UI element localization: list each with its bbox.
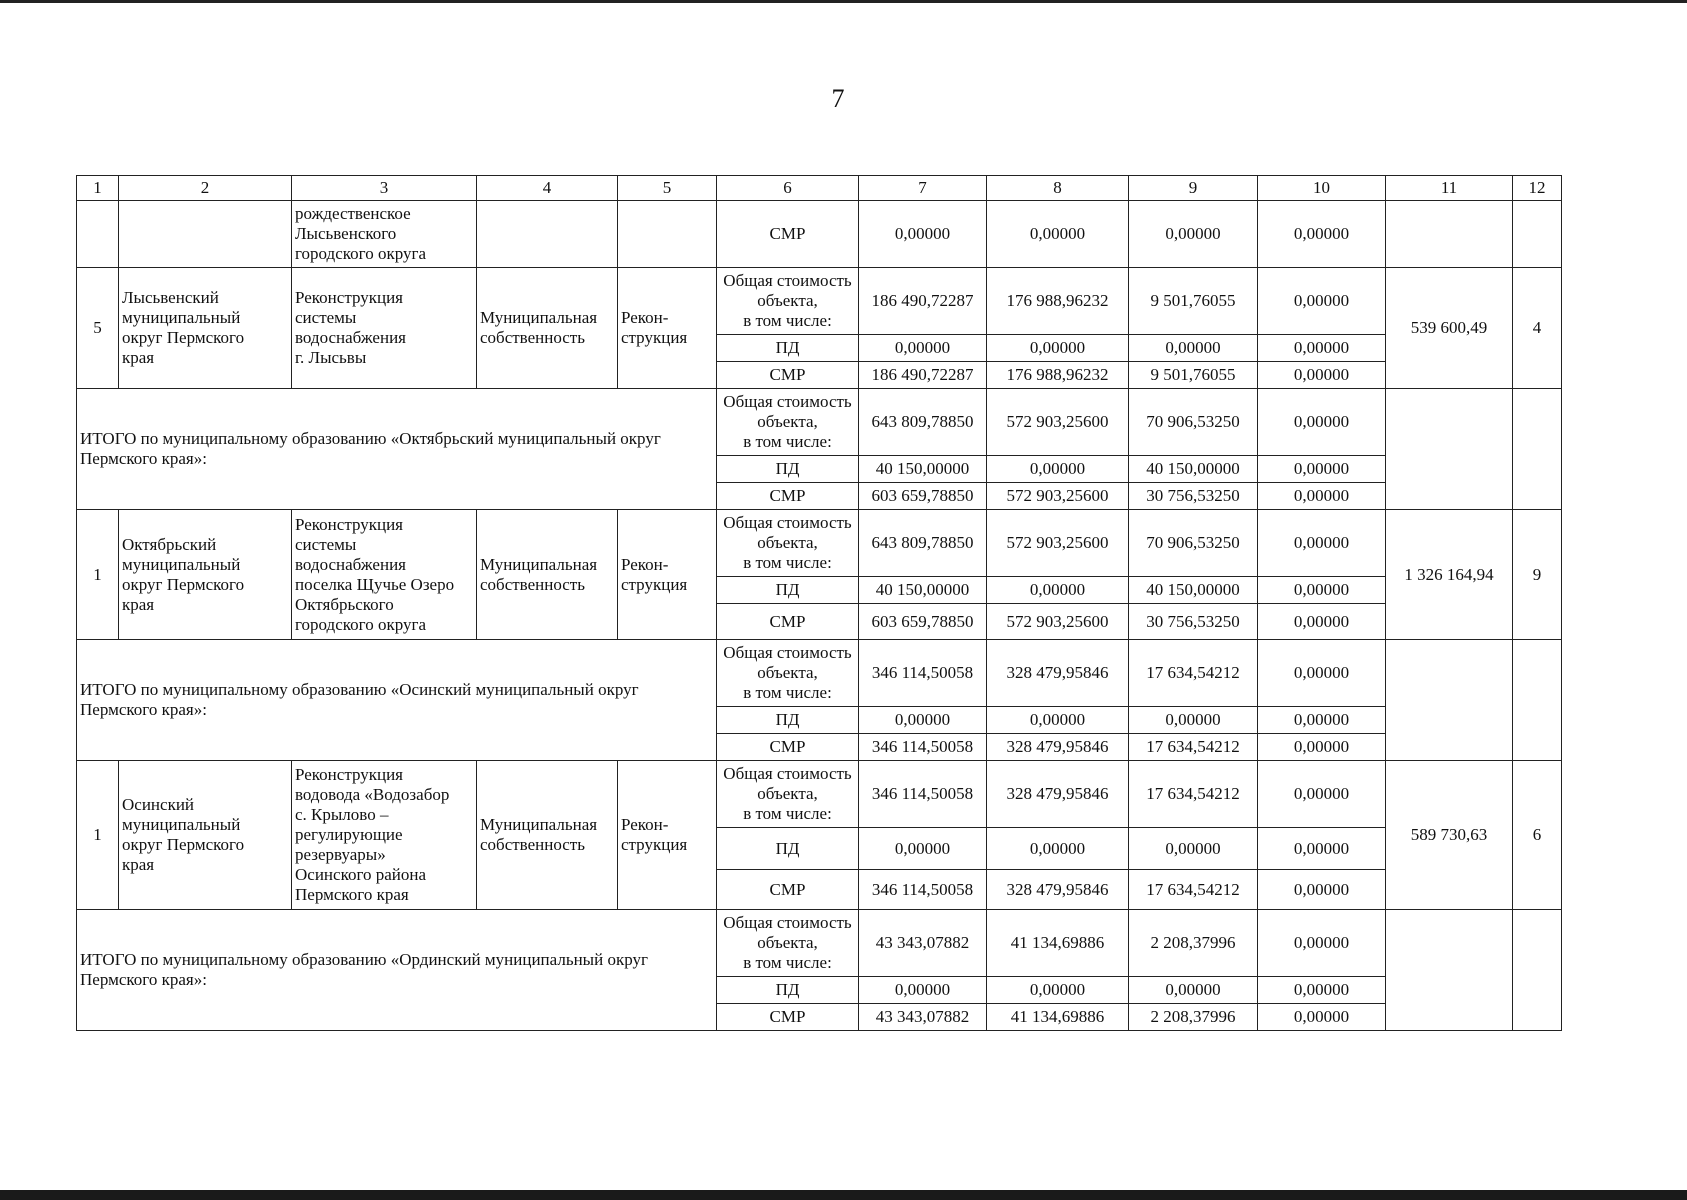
value-cell: 70 906,53250 [1129,510,1258,577]
total-cost-label: Общая стоимость объекта, в том числе: [717,761,859,828]
smr-label: СМР [717,483,859,510]
value-cell: 41 134,69886 [987,910,1129,977]
smr-label: СМР [717,604,859,640]
smr-label: СМР [717,734,859,761]
ownership-cell [477,201,618,268]
ownership-cell: Муниципальная собственность [477,761,618,910]
table-row [77,640,1562,707]
value-cell: 0,00000 [1258,362,1386,389]
value-cell: 0,00000 [1258,640,1386,707]
smr-label: СМР [717,362,859,389]
value-cell: 603 659,78850 [859,483,987,510]
smr-label: СМР [717,870,859,910]
value-cell: 17 634,54212 [1129,734,1258,761]
col12-cell: 4 [1513,268,1562,389]
subtotal-title: ИТОГО по муниципальному образованию «Осинский муниципальный округ Пермского края»: [77,640,717,761]
value-cell: 176 988,96232 [987,362,1129,389]
value-cell: 0,00000 [1258,828,1386,870]
value-cell: 0,00000 [987,201,1129,268]
value-cell: 70 906,53250 [1129,389,1258,456]
top-edge-rule [0,0,1687,3]
value-cell: 2 208,37996 [1129,1004,1258,1031]
value-cell: 346 114,50058 [859,734,987,761]
col-number: 2 [119,176,292,201]
col11-cell [1386,389,1513,510]
pd-label: ПД [717,707,859,734]
col11-cell: 589 730,63 [1386,761,1513,910]
col-number: 6 [717,176,859,201]
col12-cell: 6 [1513,761,1562,910]
value-cell: 0,00000 [1258,456,1386,483]
value-cell: 328 479,95846 [987,761,1129,828]
investment-objects-table [76,175,1562,1031]
value-cell: 186 490,72287 [859,268,987,335]
col-number: 8 [987,176,1129,201]
total-cost-label: Общая стоимость объекта, в том числе: [717,510,859,577]
district-cell [119,201,292,268]
value-cell: 0,00000 [1258,1004,1386,1031]
total-cost-label: Общая стоимость объекта, в том числе: [717,389,859,456]
value-cell: 346 114,50058 [859,761,987,828]
district-cell: Осинский муниципальный округ Пермского края [119,761,292,910]
smr-label: СМР [717,1004,859,1031]
col12-cell: 9 [1513,510,1562,640]
value-cell: 186 490,72287 [859,362,987,389]
value-cell: 0,00000 [987,335,1129,362]
pd-label: ПД [717,977,859,1004]
object-name-cell: Реконструкция системы водоснабжения поселка Щучье Озеро Октябрьского городского округа [292,510,477,640]
col-number: 5 [618,176,717,201]
work-type-cell: Рекон- струкция [618,268,717,389]
col-number: 11 [1386,176,1513,201]
pd-label: ПД [717,577,859,604]
value-cell: 572 903,25600 [987,510,1129,577]
value-cell: 0,00000 [859,977,987,1004]
value-cell: 17 634,54212 [1129,640,1258,707]
table-row [77,389,1562,456]
value-cell: 0,00000 [1129,828,1258,870]
row-number-cell: 1 [77,761,119,910]
value-cell: 0,00000 [987,456,1129,483]
value-cell: 0,00000 [859,707,987,734]
value-cell: 0,00000 [987,828,1129,870]
work-type-cell [618,201,717,268]
value-cell: 0,00000 [859,335,987,362]
total-cost-label: Общая стоимость объекта, в том числе: [717,910,859,977]
col-number: 4 [477,176,618,201]
object-name-cell: рождественское Лысьвенского городского округа [292,201,477,268]
col-number: 7 [859,176,987,201]
value-cell: 0,00000 [1129,977,1258,1004]
value-cell: 9 501,76055 [1129,362,1258,389]
value-cell: 41 134,69886 [987,1004,1129,1031]
col12-cell [1513,389,1562,510]
column-numbers-row [77,176,1562,201]
value-cell: 0,00000 [1258,977,1386,1004]
value-cell: 0,00000 [1258,483,1386,510]
value-cell: 328 479,95846 [987,870,1129,910]
value-cell: 0,00000 [1258,577,1386,604]
value-cell: 0,00000 [1258,761,1386,828]
work-type-cell: Рекон- струкция [618,510,717,640]
value-cell: 0,00000 [987,577,1129,604]
value-cell: 0,00000 [1258,604,1386,640]
value-cell: 0,00000 [1258,201,1386,268]
value-cell: 346 114,50058 [859,640,987,707]
value-cell: 328 479,95846 [987,734,1129,761]
col11-cell [1386,910,1513,1031]
col12-cell [1513,910,1562,1031]
row-number-cell: 1 [77,510,119,640]
ownership-cell: Муниципальная собственность [477,510,618,640]
value-cell: 0,00000 [1258,910,1386,977]
value-cell: 643 809,78850 [859,389,987,456]
value-cell: 346 114,50058 [859,870,987,910]
pd-label: ПД [717,456,859,483]
page-number: 7 [831,84,845,113]
object-name-cell: Реконструкция системы водоснабжения г. Лысьвы [292,268,477,389]
value-cell: 40 150,00000 [1129,577,1258,604]
value-cell: 30 756,53250 [1129,604,1258,640]
subtotal-title: ИТОГО по муниципальному образованию «Ординский муниципальный округ Пермского края»: [77,910,717,1031]
value-cell: 0,00000 [1129,707,1258,734]
col11-cell [1386,640,1513,761]
smr-label: СМР [717,201,859,268]
table-row [77,910,1562,977]
value-cell: 40 150,00000 [859,577,987,604]
value-cell: 0,00000 [1129,335,1258,362]
row-number-cell: 5 [77,268,119,389]
value-cell: 0,00000 [1258,335,1386,362]
pd-label: ПД [717,335,859,362]
table-row [77,510,1562,577]
col11-cell: 1 326 164,94 [1386,510,1513,640]
total-cost-label: Общая стоимость объекта, в том числе: [717,268,859,335]
value-cell: 2 208,37996 [1129,910,1258,977]
value-cell: 603 659,78850 [859,604,987,640]
value-cell: 0,00000 [1258,870,1386,910]
col-number: 9 [1129,176,1258,201]
table-row [77,761,1562,828]
value-cell: 40 150,00000 [859,456,987,483]
col-number: 1 [77,176,119,201]
row-number-cell [77,201,119,268]
value-cell: 40 150,00000 [1129,456,1258,483]
col-number: 10 [1258,176,1386,201]
table-row [77,201,1562,268]
pd-label: ПД [717,828,859,870]
value-cell: 572 903,25600 [987,389,1129,456]
col11-cell [1386,201,1513,268]
value-cell: 0,00000 [987,707,1129,734]
value-cell: 0,00000 [1258,268,1386,335]
table-row [77,268,1562,335]
value-cell: 43 343,07882 [859,910,987,977]
value-cell: 176 988,96232 [987,268,1129,335]
object-name-cell: Реконструкция водовода «Водозабор с. Крылово – регулирующие резервуары» Осинского района Пермского края [292,761,477,910]
bottom-edge-rule [0,1190,1687,1200]
col11-cell: 539 600,49 [1386,268,1513,389]
subtotal-title: ИТОГО по муниципальному образованию «Октябрьский муниципальный округ Пермского края»: [77,389,717,510]
value-cell: 17 634,54212 [1129,870,1258,910]
col-number: 3 [292,176,477,201]
col12-cell [1513,201,1562,268]
value-cell: 9 501,76055 [1129,268,1258,335]
value-cell: 0,00000 [859,828,987,870]
value-cell: 43 343,07882 [859,1004,987,1031]
value-cell: 0,00000 [1258,707,1386,734]
value-cell: 17 634,54212 [1129,761,1258,828]
value-cell: 0,00000 [1258,510,1386,577]
value-cell: 643 809,78850 [859,510,987,577]
value-cell: 0,00000 [987,977,1129,1004]
total-cost-label: Общая стоимость объекта, в том числе: [717,640,859,707]
value-cell: 572 903,25600 [987,604,1129,640]
value-cell: 0,00000 [1129,201,1258,268]
value-cell: 328 479,95846 [987,640,1129,707]
value-cell: 0,00000 [1258,734,1386,761]
ownership-cell: Муниципальная собственность [477,268,618,389]
col-number: 12 [1513,176,1562,201]
district-cell: Октябрьский муниципальный округ Пермского края [119,510,292,640]
col12-cell [1513,640,1562,761]
value-cell: 30 756,53250 [1129,483,1258,510]
value-cell: 0,00000 [1258,389,1386,456]
value-cell: 0,00000 [859,201,987,268]
work-type-cell: Рекон- струкция [618,761,717,910]
district-cell: Лысьвенский муниципальный округ Пермского края [119,268,292,389]
value-cell: 572 903,25600 [987,483,1129,510]
